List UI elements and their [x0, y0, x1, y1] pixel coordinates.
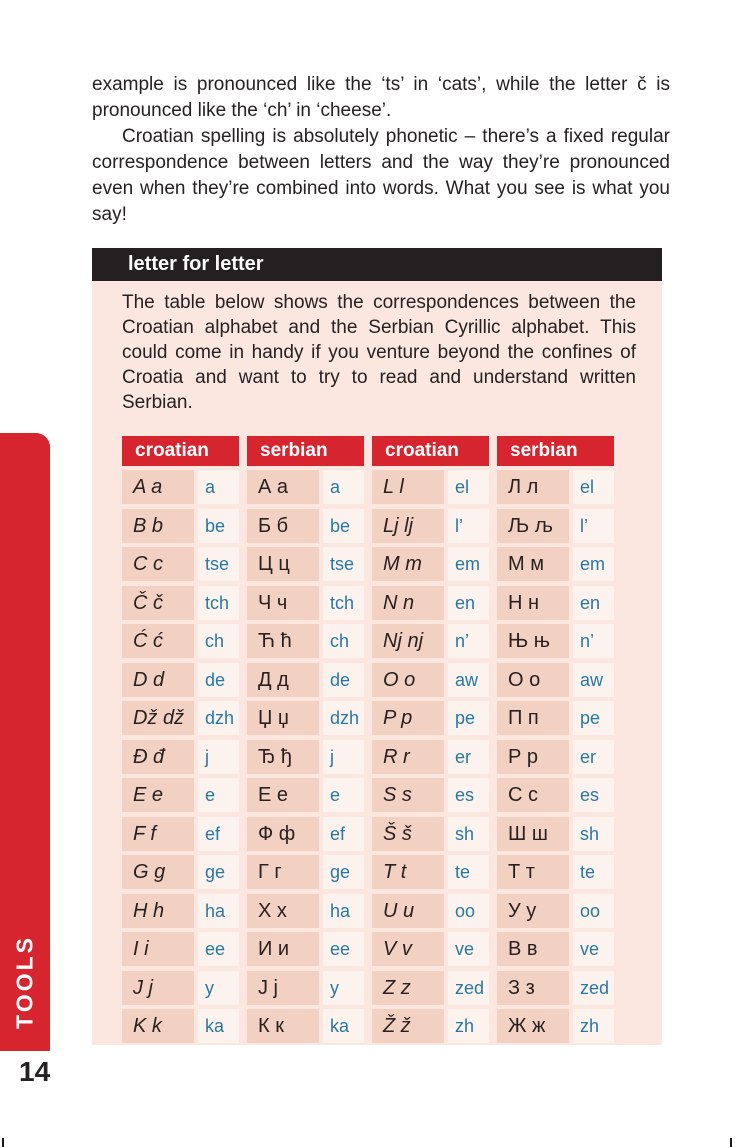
pronunciation-cell: ka	[198, 1009, 239, 1043]
table-row	[122, 663, 636, 697]
serbian-letter-cell: Л л	[497, 470, 569, 504]
serbian-letter-cell: З з	[497, 971, 569, 1005]
croatian-letter-cell: V v	[372, 932, 444, 966]
serbian-letter-cell: Џ џ	[247, 701, 319, 735]
serbian-letter-cell: К к	[247, 1009, 319, 1043]
pronunciation-cell: pe	[573, 701, 614, 735]
pronunciation-cell: en	[448, 586, 489, 620]
croatian-letter-cell: P p	[372, 701, 444, 735]
box-title: letter for letter	[92, 248, 662, 281]
croatian-letter-cell: Ž ž	[372, 1009, 444, 1043]
serbian-letter-cell: Љ љ	[497, 509, 569, 543]
table-header-cell: serbian	[497, 436, 614, 466]
croatian-letter-cell: Č č	[122, 586, 194, 620]
croatian-letter-cell: H h	[122, 894, 194, 928]
pronunciation-cell: ha	[198, 894, 239, 928]
letter-for-letter-box	[92, 248, 662, 1045]
croatian-letter-cell: T t	[372, 855, 444, 889]
pronunciation-cell: es	[573, 778, 614, 812]
table-row	[122, 855, 636, 889]
serbian-letter-cell: Е е	[247, 778, 319, 812]
serbian-letter-cell: П п	[497, 701, 569, 735]
pronunciation-cell: ch	[198, 624, 239, 658]
crop-mark-right	[730, 1138, 732, 1147]
table-row	[122, 470, 636, 504]
croatian-letter-cell: N n	[372, 586, 444, 620]
table-row	[122, 932, 636, 966]
croatian-letter-cell: C c	[122, 547, 194, 581]
table-row	[122, 778, 636, 812]
pronunciation-cell: dzh	[198, 701, 239, 735]
croatian-letter-cell: A a	[122, 470, 194, 504]
pronunciation-cell: j	[323, 740, 364, 774]
pronunciation-cell: zed	[573, 971, 614, 1005]
table-row	[122, 509, 636, 543]
croatian-letter-cell: L l	[372, 470, 444, 504]
serbian-letter-cell: Д д	[247, 663, 319, 697]
pronunciation-cell: zh	[448, 1009, 489, 1043]
pronunciation-cell: el	[448, 470, 489, 504]
pronunciation-cell: ge	[198, 855, 239, 889]
pronunciation-cell: e	[198, 778, 239, 812]
table-header-row	[122, 436, 636, 466]
croatian-letter-cell: O o	[372, 663, 444, 697]
crop-mark-left	[2, 1138, 4, 1147]
pronunciation-cell: er	[448, 740, 489, 774]
pronunciation-cell: tch	[323, 586, 364, 620]
serbian-letter-cell: Ц ц	[247, 547, 319, 581]
serbian-letter-cell: Ј ј	[247, 971, 319, 1005]
pronunciation-cell: y	[323, 971, 364, 1005]
pronunciation-cell: ve	[448, 932, 489, 966]
pronunciation-cell: tse	[323, 547, 364, 581]
pronunciation-cell: n’	[573, 624, 614, 658]
pronunciation-cell: em	[573, 547, 614, 581]
pronunciation-cell: ka	[323, 1009, 364, 1043]
pronunciation-cell: zh	[573, 1009, 614, 1043]
serbian-letter-cell: М м	[497, 547, 569, 581]
croatian-letter-cell: I i	[122, 932, 194, 966]
croatian-letter-cell: U u	[372, 894, 444, 928]
pronunciation-cell: es	[448, 778, 489, 812]
serbian-letter-cell: О о	[497, 663, 569, 697]
croatian-letter-cell: E e	[122, 778, 194, 812]
table-row	[122, 547, 636, 581]
serbian-letter-cell: У у	[497, 894, 569, 928]
page-number: 14	[19, 1056, 51, 1087]
pronunciation-cell: a	[323, 470, 364, 504]
intro-text	[92, 72, 670, 228]
pronunciation-cell: ve	[573, 932, 614, 966]
serbian-letter-cell: Ш ш	[497, 817, 569, 851]
serbian-letter-cell: Н н	[497, 586, 569, 620]
pronunciation-cell: sh	[573, 817, 614, 851]
table-row	[122, 586, 636, 620]
alphabet-table	[122, 436, 636, 1043]
croatian-letter-cell: G g	[122, 855, 194, 889]
croatian-letter-cell: Nj nj	[372, 624, 444, 658]
table-row	[122, 1009, 636, 1043]
pronunciation-cell: ee	[323, 932, 364, 966]
serbian-letter-cell: В в	[497, 932, 569, 966]
serbian-letter-cell: Р р	[497, 740, 569, 774]
tools-tab	[0, 433, 50, 1051]
pronunciation-cell: l’	[448, 509, 489, 543]
pronunciation-cell: e	[323, 778, 364, 812]
pronunciation-cell: ha	[323, 894, 364, 928]
serbian-letter-cell: Х х	[247, 894, 319, 928]
pronunciation-cell: de	[198, 663, 239, 697]
croatian-letter-cell: Z z	[372, 971, 444, 1005]
table-header-cell: serbian	[247, 436, 364, 466]
pronunciation-cell: ef	[323, 817, 364, 851]
pronunciation-cell: te	[573, 855, 614, 889]
pronunciation-cell: el	[573, 470, 614, 504]
serbian-letter-cell: Ж ж	[497, 1009, 569, 1043]
croatian-letter-cell: Ć ć	[122, 624, 194, 658]
pronunciation-cell: j	[198, 740, 239, 774]
croatian-letter-cell: Š š	[372, 817, 444, 851]
croatian-letter-cell: R r	[372, 740, 444, 774]
pronunciation-cell: tch	[198, 586, 239, 620]
table-row	[122, 701, 636, 735]
pronunciation-cell: tse	[198, 547, 239, 581]
croatian-letter-cell: M m	[372, 547, 444, 581]
pronunciation-cell: ef	[198, 817, 239, 851]
pronunciation-cell: zed	[448, 971, 489, 1005]
serbian-letter-cell: Ф ф	[247, 817, 319, 851]
pronunciation-cell: ch	[323, 624, 364, 658]
table-header-cell: croatian	[372, 436, 489, 466]
table-row	[122, 971, 636, 1005]
croatian-letter-cell: K k	[122, 1009, 194, 1043]
intro-paragraph-2: Croatian spelling is absolutely phonetic – there’s a fixed regular correspondence between letters and the way they’re pronounced even when they’re combined into words. What you see is what you say!	[92, 126, 670, 225]
pronunciation-cell: be	[323, 509, 364, 543]
serbian-letter-cell: Њ њ	[497, 624, 569, 658]
box-body	[92, 281, 662, 1045]
pronunciation-cell: ge	[323, 855, 364, 889]
pronunciation-cell: te	[448, 855, 489, 889]
pronunciation-cell: oo	[448, 894, 489, 928]
pronunciation-cell: er	[573, 740, 614, 774]
box-description: The table below shows the correspondences between the Croatian alphabet and the Serbian Cyrillic alphabet. This could come in handy if you venture beyond the confines of Croatia and want to try to read and understand written Serbian.	[122, 292, 636, 413]
serbian-letter-cell: Г г	[247, 855, 319, 889]
pronunciation-cell: oo	[573, 894, 614, 928]
croatian-letter-cell: J j	[122, 971, 194, 1005]
pronunciation-cell: ee	[198, 932, 239, 966]
pronunciation-cell: em	[448, 547, 489, 581]
croatian-letter-cell: B b	[122, 509, 194, 543]
serbian-letter-cell: С с	[497, 778, 569, 812]
pronunciation-cell: aw	[448, 663, 489, 697]
serbian-letter-cell: Ћ ћ	[247, 624, 319, 658]
serbian-letter-cell: Т т	[497, 855, 569, 889]
serbian-letter-cell: А а	[247, 470, 319, 504]
intro-paragraph-1: example is pronounced like the ‘ts’ in ‘cats’, while the letter č is pronounced like the ‘ch’ in ‘cheese’.	[92, 74, 670, 121]
croatian-letter-cell: Dž dž	[122, 701, 194, 735]
tools-tab-label: TOOLS	[11, 935, 38, 1029]
serbian-letter-cell: Б б	[247, 509, 319, 543]
pronunciation-cell: n’	[448, 624, 489, 658]
pronunciation-cell: dzh	[323, 701, 364, 735]
serbian-letter-cell: И и	[247, 932, 319, 966]
croatian-letter-cell: Lj lj	[372, 509, 444, 543]
table-body	[122, 470, 636, 1043]
table-header-cell: croatian	[122, 436, 239, 466]
croatian-letter-cell: F f	[122, 817, 194, 851]
table-row	[122, 624, 636, 658]
serbian-letter-cell: Ђ ђ	[247, 740, 319, 774]
pronunciation-cell: de	[323, 663, 364, 697]
pronunciation-cell: sh	[448, 817, 489, 851]
pronunciation-cell: a	[198, 470, 239, 504]
pronunciation-cell: en	[573, 586, 614, 620]
croatian-letter-cell: S s	[372, 778, 444, 812]
pronunciation-cell: aw	[573, 663, 614, 697]
table-row	[122, 894, 636, 928]
table-row	[122, 740, 636, 774]
table-row	[122, 817, 636, 851]
pronunciation-cell: pe	[448, 701, 489, 735]
croatian-letter-cell: Đ đ	[122, 740, 194, 774]
pronunciation-cell: y	[198, 971, 239, 1005]
pronunciation-cell: l’	[573, 509, 614, 543]
croatian-letter-cell: D d	[122, 663, 194, 697]
pronunciation-cell: be	[198, 509, 239, 543]
serbian-letter-cell: Ч ч	[247, 586, 319, 620]
